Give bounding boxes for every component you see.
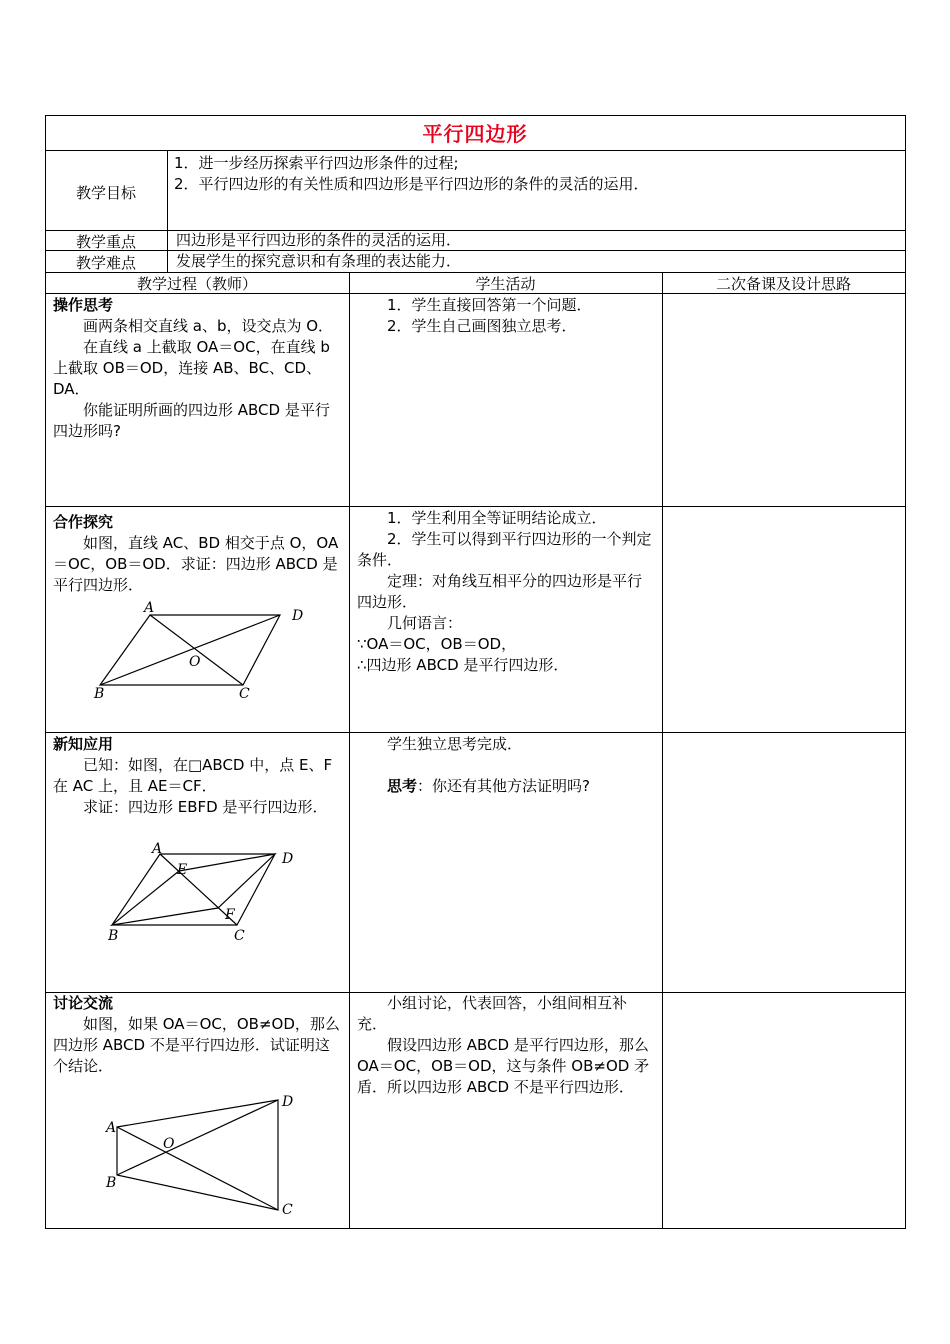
column-header-notes: 二次备课及设计思路 bbox=[715, 275, 851, 293]
student-paragraph: 学生独立思考完成． bbox=[387, 735, 523, 753]
student-paragraph: 几何语言： bbox=[387, 614, 463, 632]
student-spacer bbox=[357, 755, 655, 776]
table-rule bbox=[45, 230, 906, 231]
table-rule bbox=[45, 250, 906, 251]
objective-item: 1．进一步经历探索平行四边形条件的过程; bbox=[174, 154, 459, 172]
think-label: 思考 bbox=[387, 777, 418, 795]
point-label: C bbox=[239, 686, 250, 702]
table-rule bbox=[349, 272, 350, 1228]
point-label: B bbox=[106, 1175, 117, 1191]
point-label: A bbox=[152, 841, 163, 857]
section-teacher-text bbox=[53, 993, 343, 1077]
figure-diagonal bbox=[150, 615, 243, 685]
point-label: B bbox=[94, 686, 105, 702]
teacher-paragraph: 如图，如果 OA＝OC，OB≠OD，那么四边形 ABCD 不是平行四边形．试证明这个结论． bbox=[53, 1015, 340, 1075]
student-paragraph: 2．学生可以得到平行四边形的一个判定条件． bbox=[357, 530, 652, 569]
section-heading: 合作探究 bbox=[53, 513, 114, 531]
table-border-bottom bbox=[45, 1228, 906, 1229]
think-text: ：你还有其他方法证明吗? bbox=[417, 777, 590, 795]
teacher-paragraph: 如图，直线 AC、BD 相交于点 O，OA＝OC，OB＝OD．求证：四边形 ABCD 是平行四边形． bbox=[53, 534, 339, 594]
student-paragraph: 定理：对角线互相平分的四边形是平行四边形． bbox=[357, 572, 643, 611]
table-rule bbox=[45, 150, 906, 151]
teacher-paragraph: 已知：如图，在□ABCD 中，点 E、F 在 AC 上，且 AE＝CF． bbox=[53, 756, 333, 795]
table-rule bbox=[662, 272, 663, 1228]
key-point-label: 教学重点 bbox=[75, 233, 136, 251]
parallelogram-figure bbox=[80, 598, 320, 702]
objective-item: 2．平行四边形的有关性质和四边形是平行四边形的条件的灵活的运用． bbox=[174, 175, 649, 193]
section-student-text bbox=[357, 508, 655, 676]
figure-diagonal bbox=[117, 1100, 278, 1175]
teacher-paragraph: 你能证明所画的四边形 ABCD 是平行四边形吗? bbox=[53, 401, 330, 440]
section-heading: 新知应用 bbox=[53, 735, 114, 753]
objectives-list bbox=[174, 153, 899, 195]
point-label: B bbox=[108, 928, 119, 944]
key-point-text: 四边形是平行四边形的条件的灵活的运用． bbox=[176, 231, 462, 249]
student-paragraph: 2．学生自己画图独立思考． bbox=[387, 317, 577, 335]
table-border-right bbox=[905, 115, 906, 1229]
difficulty-text: 发展学生的探究意识和有条理的表达能力． bbox=[176, 252, 462, 270]
student-paragraph: 假设四边形 ABCD 是平行四边形，那么 OA＝OC，OB＝OD，这与条件 OB≠OD 矛盾．所以四边形 ABCD 不是平行四边形． bbox=[357, 1036, 650, 1096]
point-label: D bbox=[282, 851, 294, 867]
difficulty-label: 教学难点 bbox=[75, 254, 136, 272]
figure-diagonal bbox=[100, 615, 280, 685]
column-header-student: 学生活动 bbox=[475, 275, 536, 293]
table-rule bbox=[167, 150, 168, 272]
objectives-label: 教学目标 bbox=[75, 184, 136, 202]
section-teacher-text bbox=[53, 734, 343, 818]
figure-outline bbox=[117, 1100, 278, 1210]
point-label: O bbox=[189, 654, 201, 670]
teacher-paragraph: 画两条相交直线 a、b，设交点为 O． bbox=[83, 317, 334, 335]
point-label: F bbox=[225, 907, 235, 923]
section-heading: 操作思考 bbox=[53, 296, 114, 314]
quadrilateral-figure bbox=[100, 1090, 310, 1220]
point-label: O bbox=[163, 1136, 175, 1152]
section-student-text bbox=[357, 993, 655, 1098]
student-paragraph: 1．学生利用全等证明结论成立． bbox=[387, 509, 607, 527]
figure-outline bbox=[112, 854, 275, 925]
table-rule bbox=[45, 506, 906, 507]
student-paragraph: ∵OA＝OC，OB＝OD， bbox=[357, 635, 517, 653]
point-label: C bbox=[234, 928, 245, 944]
table-border-top bbox=[45, 115, 906, 116]
section-heading: 讨论交流 bbox=[53, 994, 114, 1012]
student-paragraph: 1．学生直接回答第一个问题． bbox=[387, 296, 592, 314]
column-header-teacher: 教学过程（教师） bbox=[136, 275, 257, 293]
point-label: A bbox=[144, 600, 155, 616]
teacher-paragraph: 在直线 a 上截取 OA＝OC，在直线 b 上截取 OB＝OD，连接 AB、BC、CD、DA． bbox=[53, 338, 330, 398]
section-teacher-text bbox=[53, 512, 343, 596]
figure-diagonal bbox=[117, 1127, 278, 1210]
student-paragraph: 小组讨论，代表回答，小组间相互补充． bbox=[357, 994, 628, 1033]
section-student-text bbox=[357, 734, 655, 797]
point-label: D bbox=[292, 608, 304, 624]
teacher-paragraph: 求证：四边形 EBFD 是平行四边形． bbox=[83, 798, 328, 816]
student-paragraph: ∴四边形 ABCD 是平行四边形． bbox=[357, 656, 569, 674]
table-rule bbox=[45, 732, 906, 733]
section-teacher-text bbox=[53, 295, 343, 442]
parallelogram-ebfd-figure bbox=[100, 840, 310, 946]
point-label: E bbox=[177, 862, 188, 878]
point-label: D bbox=[282, 1094, 294, 1110]
point-label: A bbox=[106, 1120, 117, 1136]
page-title: 平行四边形 bbox=[422, 122, 528, 146]
section-student-text bbox=[357, 295, 655, 337]
point-label: C bbox=[282, 1202, 293, 1218]
think-paragraph bbox=[357, 776, 655, 797]
